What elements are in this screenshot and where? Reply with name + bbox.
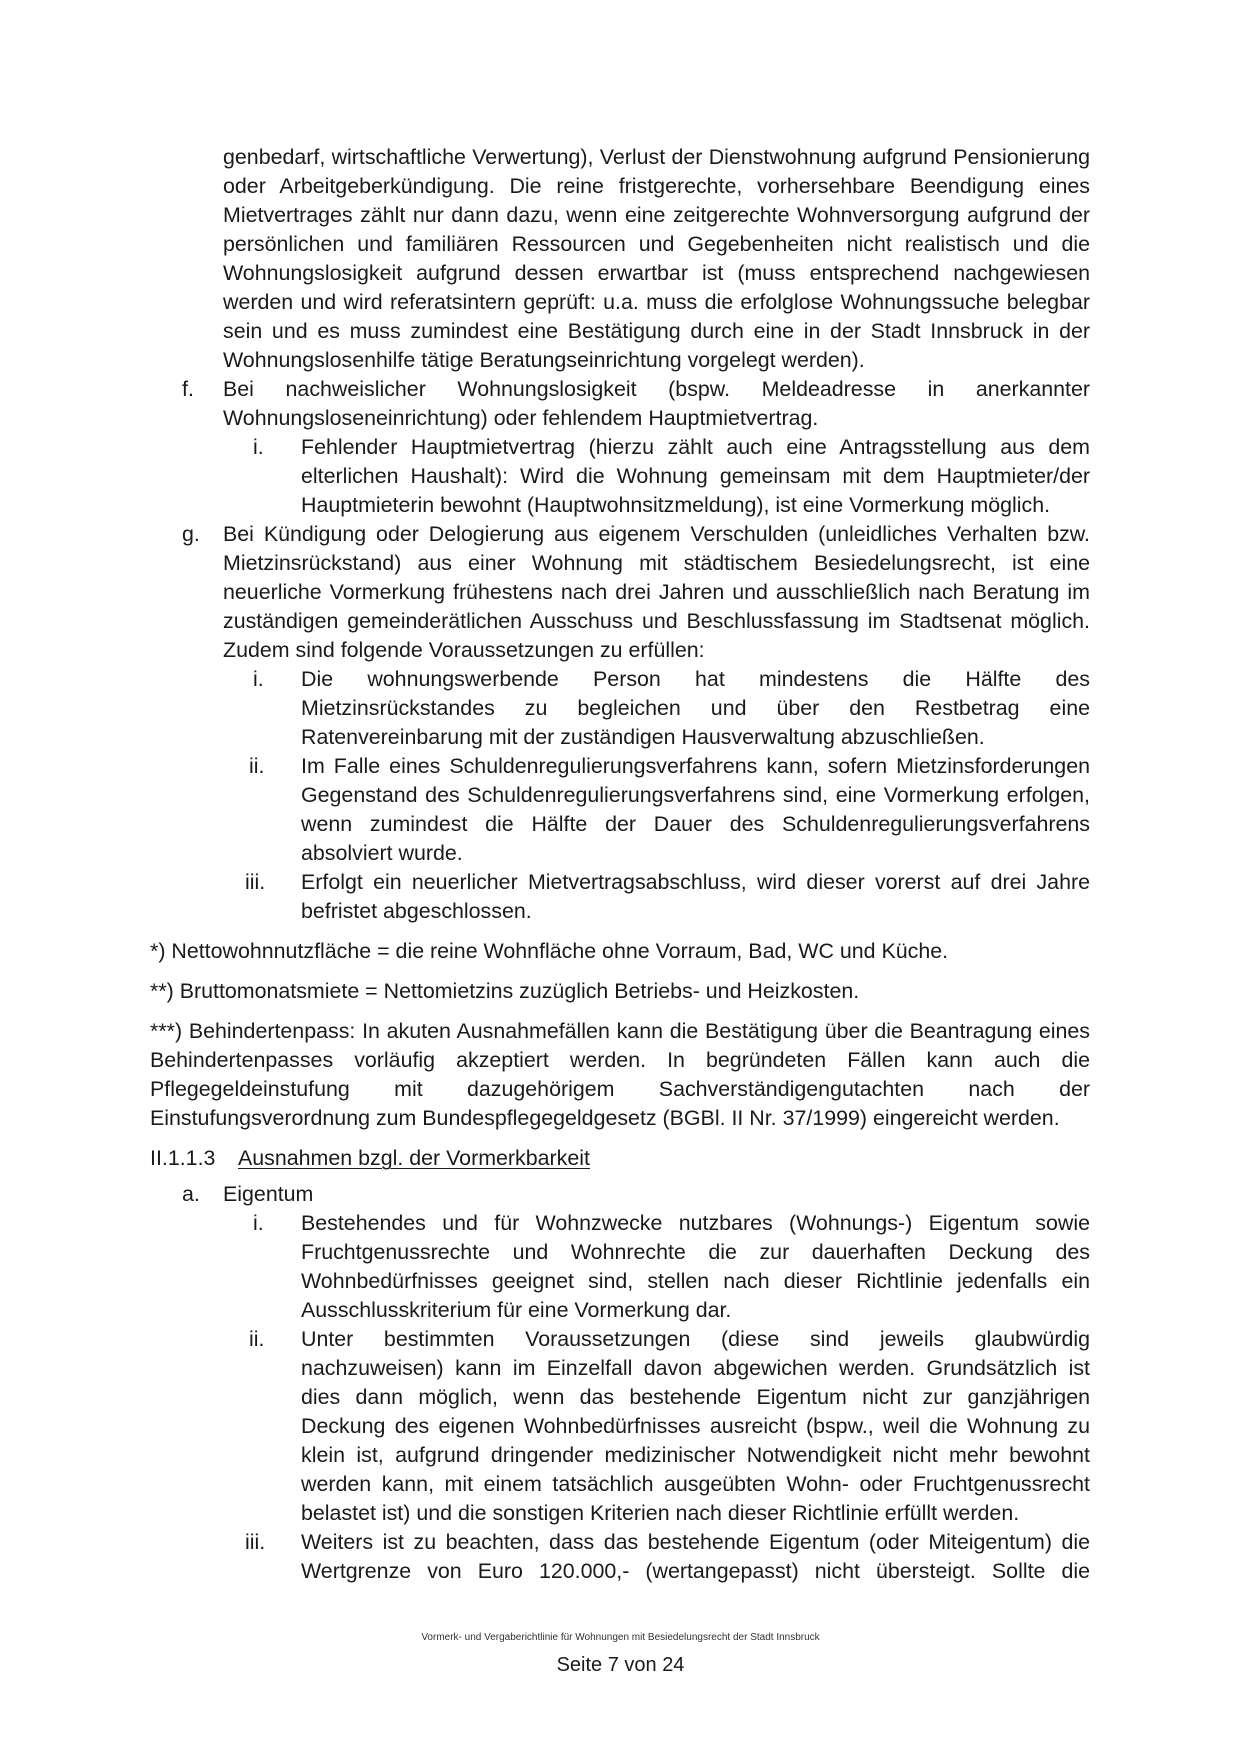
sub-label: ii. — [249, 1327, 265, 1351]
sub-item-a-i — [253, 1209, 1090, 1325]
note-2: **) Bruttomonatsmiete = Nettomietzins zuzüglich Betriebs- und Heizkosten. — [150, 979, 860, 1003]
sub-label: i. — [253, 435, 264, 459]
section-title: Ausnahmen bzgl. der Vormerkbarkeit — [238, 1146, 590, 1170]
section-heading — [150, 1144, 1090, 1173]
sub-item-g-iii — [245, 868, 1090, 926]
list-item-text: Bei Kündigung oder Delogierung aus eigenem Verschulden (unleidliches Verhalten bzw. Mietzinsrückstand) aus einer Wohnung mit städtischem Besiedelungsrecht, ist eine neuerliche Vormerkung frühestens nach drei Jahren und ausschließlich nach Beratung im zuständigen gemeinderätlichen Ausschuss und Beschlussfassung im Stadtsenat möglich. Zudem sind folgende Voraussetzungen zu erfüllen: — [223, 522, 1090, 662]
sub-item-g-i — [253, 665, 1090, 752]
sub-label: i. — [253, 1211, 264, 1235]
sub-item-text: Fehlender Hauptmietvertrag (hierzu zählt auch eine Antragsstellung aus dem elterlichen Haushalt): Wird die Wohnung gemeinsam mit dem Hauptmieter/der Hauptmieterin bewohnt (Hauptwohnsitzmeldung), ist eine Vormerkung möglich. — [301, 435, 1090, 517]
document-body — [150, 143, 1090, 1586]
section-number: II.1.1.3 — [150, 1146, 216, 1170]
sub-item-f-i — [253, 433, 1090, 520]
sub-item-a-iii — [245, 1528, 1090, 1586]
sub-item-text: Erfolgt ein neuerlicher Mietvertragsabschluss, wird dieser vorerst auf drei Jahre befristet abgeschlossen. — [301, 870, 1090, 923]
sub-item-text: Im Falle eines Schuldenregulierungsverfahrens kann, sofern Mietzinsforderungen Gegenstand des Schuldenregulierungsverfahrens sind, eine Vormerkung erfolgen, wenn zumindest die Hälfte der Dauer des Schuldenregulierungsverfahrens absolviert wurde. — [301, 754, 1090, 865]
list-label: a. — [182, 1182, 200, 1206]
continuation-paragraph: genbedarf, wirtschaftliche Verwertung), Verlust der Dienstwohnung aufgrund Pensionierung oder Arbeitgeberkündigung. Die reine fristgerechte, vorhersehbare Beendigung eines Mietvertrages zählt nur dann dazu, wenn eine zeitgerechte Wohnversorgung aufgrund der persönlichen und familiären Ressourcen und Gegebenheiten nicht realistisch und die Wohnungslosigkeit aufgrund dessen erwartbar ist (muss entsprechend nachgewiesen werden und wird referatsintern geprüft: u.a. muss die erfolglose Wohnungssuche belegbar sein und es muss zumindest eine Bestätigung durch eine in der Stadt Innsbruck in der Wohnungslosenhilfe tätige Beratungseinrichtung vorgelegt werden). — [223, 145, 1090, 372]
sub-item-text: Bestehendes und für Wohnzwecke nutzbares (Wohnungs-) Eigentum sowie Fruchtgenussrechte und Wohnrechte die zur dauerhaften Deckung des Wohnbedürfnisses geeignet sind, stellen nach dieser Richtlinie jedenfalls ein Ausschlusskriterium für eine Vormerkung dar. — [301, 1211, 1090, 1322]
list-item-g — [182, 520, 1090, 665]
list-item-text: Bei nachweislicher Wohnungslosigkeit (bspw. Meldeadresse in anerkannter Wohnungsloseneinrichtung) oder fehlendem Hauptmietvertrag. — [223, 377, 1090, 430]
sub-item-g-ii — [249, 752, 1090, 868]
sub-item-text: Die wohnungswerbende Person hat mindestens die Hälfte des Mietzinsrückstandes zu begleichen und über den Restbetrag eine Ratenvereinbarung mit der zuständigen Hausverwaltung abzuschließen. — [301, 667, 1090, 749]
footer-page-number: Seite 7 von 24 — [556, 1654, 685, 1676]
sub-item-text: Weiters ist zu beachten, dass das bestehende Eigentum (oder Miteigentum) die Wertgrenze von Euro 120.000,- (wertangepasst) nicht übersteigt. Sollte die — [301, 1530, 1090, 1583]
sub-label: i. — [253, 667, 264, 691]
list-label: f. — [182, 377, 194, 401]
sub-item-a-ii — [249, 1325, 1090, 1528]
footer-document-title: Vormerk- und Vergaberichtlinie für Wohnungen mit Besiedelungsrecht der Stadt Innsbruck — [421, 1632, 820, 1643]
sub-label: iii. — [245, 870, 266, 894]
sub-label: ii. — [249, 754, 265, 778]
note-3: ***) Behindertenpass: In akuten Ausnahmefällen kann die Bestätigung über die Beantragung eines Behindertenpasses vorläufig akzeptiert werden. In begründeten Fällen kann auch die Pflegegeldeinstufung mit dazugehörigem Sachverständigengutachten nach der Einstufungsverordnung zum Bundespflegegeldgesetz (BGBl. II Nr. 37/1999) eingereicht werden. — [150, 1019, 1090, 1130]
list-item-title: Eigentum — [223, 1182, 314, 1206]
list-label: g. — [182, 522, 200, 546]
list-item-a — [182, 1180, 1090, 1209]
list-item-f — [182, 375, 1090, 433]
sub-label: iii. — [245, 1530, 266, 1554]
sub-item-text: Unter bestimmten Voraussetzungen (diese sind jeweils glaubwürdig nachzuweisen) kann im Einzelfall davon abgewichen werden. Grundsätzlich ist dies dann möglich, wenn das bestehende Eigentum nicht zur ganzjährigen Deckung des eigenen Wohnbedürfnisses ausreicht (bspw., weil die Wohnung zu klein ist, aufgrund dringender medizinischer Notwendigkeit nicht mehr bewohnt werden kann, mit einem tatsächlich ausgeübten Wohn- oder Fruchtgenussrecht belastet ist) und die sonstigen Kriterien nach dieser Richtlinie erfüllt werden. — [301, 1327, 1090, 1525]
note-1: *) Nettowohnnutzfläche = die reine Wohnfläche ohne Vorraum, Bad, WC und Küche. — [150, 939, 949, 963]
